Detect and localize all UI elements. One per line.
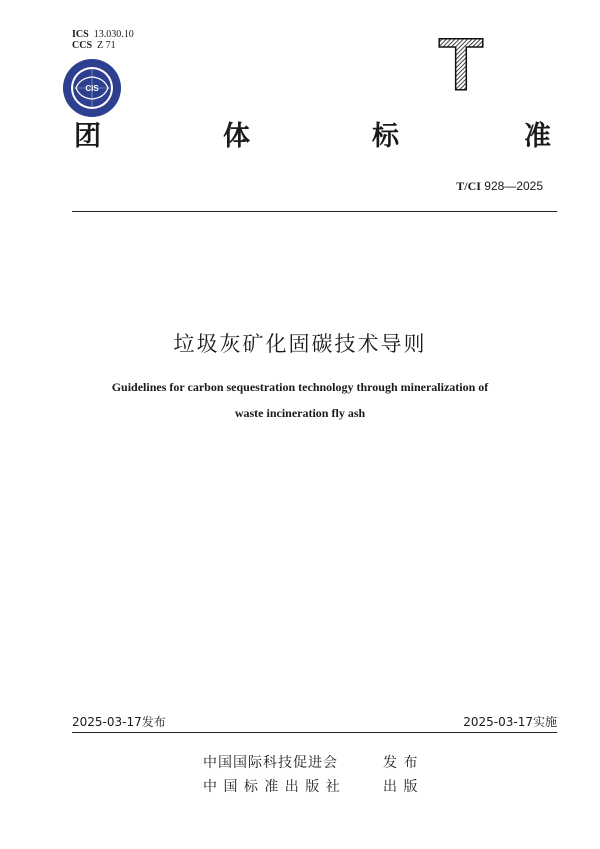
- ics-code: ICS 13.030.10: [72, 29, 134, 40]
- standard-code: 928—2025: [484, 179, 543, 193]
- category-char-2: 体: [223, 121, 250, 152]
- logo-text: CIS: [85, 84, 99, 93]
- implement-date: 2025-03-17实施: [463, 715, 557, 729]
- title-english-line-1: Guidelines for carbon sequestration technology through mineralization of: [111, 380, 489, 394]
- ccs-code: CCS Z 71: [72, 40, 116, 51]
- category-char-3: 标: [372, 121, 399, 152]
- title-english-line-2: waste incineration fly ash: [234, 406, 366, 420]
- organization-logo: [62, 58, 122, 118]
- top-divider: [72, 211, 557, 212]
- classification-codes: [72, 29, 134, 51]
- category-char-4: 准: [524, 121, 551, 152]
- bottom-divider: [72, 732, 557, 733]
- publisher-issuer-role: 发 布: [383, 755, 419, 771]
- publisher-issuer: 中国国际科技促进会: [203, 755, 338, 771]
- title-chinese: 垃圾灰矿化固碳技术导则: [173, 332, 427, 356]
- standard-type-letter: [436, 32, 486, 94]
- category-char-1: 团: [74, 121, 101, 152]
- standard-number: [456, 179, 543, 194]
- standard-prefix: T/CI: [456, 179, 481, 193]
- publisher-press-role: 出 版: [383, 779, 419, 795]
- publish-date: 2025-03-17发布: [72, 715, 166, 729]
- publisher-press: 中 国 标 准 出 版 社: [203, 779, 341, 795]
- type-letter-text: T: [438, 32, 484, 94]
